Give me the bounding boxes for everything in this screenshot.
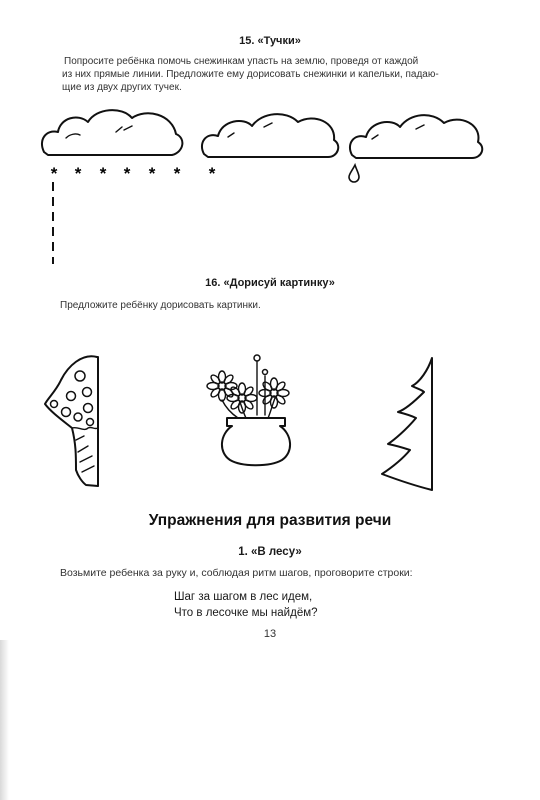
exercise-15-title: 15. «Тучки» [239,35,301,47]
snowflake: * [123,164,131,183]
exercise-16-title: 16. «Дорисуй картинку» [205,277,335,289]
half-fir-tree-picture [382,358,432,490]
poem [174,589,318,621]
snowflake: * [173,164,181,183]
poem-line: Что в лесочке мы найдём? [174,607,318,619]
exercise-15-text-line: Попросите ребёнка помочь снежинкам упасть на землю, проведя от каждой [64,56,419,67]
exercise-16-text: Предложите ребёнку дорисовать картинки. [60,300,261,311]
exercise-15-text-line: из них прямые линии. Предложите ему дорисовать снежинки и капельки, падаю- [62,69,439,80]
snowflake: * [99,164,107,183]
snowflake: * [148,164,156,183]
scan-edge-shadow [0,640,9,800]
exercise-1-title: 1. «В лесу» [238,546,302,558]
exercise-15-text-line: щие из двух других тучек. [62,82,182,93]
snowflake: * [208,164,216,183]
snowflake: * [74,164,82,183]
snowflake: * [50,164,58,183]
page-number: 13 [263,628,277,640]
half-mushroom-picture [45,356,98,486]
section-title: Упражнения для развития речи [148,512,392,529]
flower-pot-picture [207,355,290,465]
poem-line: Шаг за шагом в лес идем, [174,591,313,603]
speech-instruction: Возьмите ребенка за руку и, соблюдая ритм шагов, проговорите строки: [60,567,413,579]
